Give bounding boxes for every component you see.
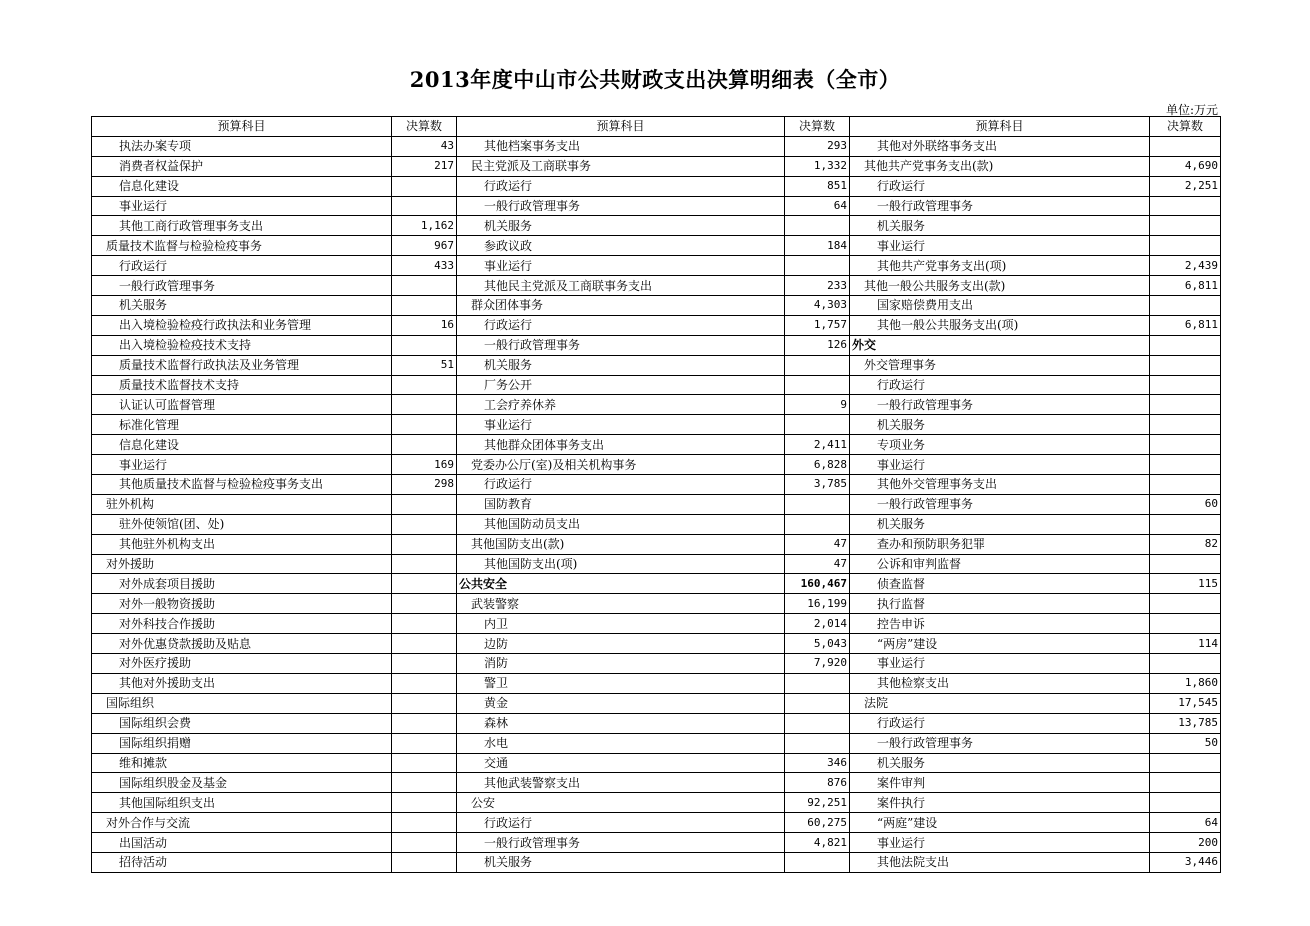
amount-cell: 433	[392, 256, 457, 276]
item-name-cell: 其他共产党事务支出(项)	[850, 256, 1150, 276]
table-row	[92, 455, 1221, 475]
amount-cell: 1,860	[1150, 673, 1221, 693]
amount-cell	[1150, 773, 1221, 793]
item-name-cell: 其他武装警察支出	[457, 773, 785, 793]
item-name-cell: 事业运行	[850, 654, 1150, 674]
budget-table	[91, 116, 1221, 873]
amount-cell	[1150, 136, 1221, 156]
amount-cell	[392, 673, 457, 693]
table-row	[92, 673, 1221, 693]
table-row	[92, 594, 1221, 614]
amount-cell	[392, 654, 457, 674]
table-row	[92, 634, 1221, 654]
item-name-cell: 机关服务	[92, 296, 392, 316]
table-row	[92, 713, 1221, 733]
header-col1-name: 预算科目	[92, 117, 392, 137]
item-name-cell: 其他一般公共服务支出(款)	[850, 276, 1150, 296]
header-col2-amount: 决算数	[785, 117, 850, 137]
amount-cell: 50	[1150, 733, 1221, 753]
amount-cell	[1150, 296, 1221, 316]
table-row	[92, 216, 1221, 236]
amount-cell: 4,303	[785, 296, 850, 316]
amount-cell	[1150, 335, 1221, 355]
amount-cell	[392, 375, 457, 395]
amount-cell: 60,275	[785, 813, 850, 833]
amount-cell: 82	[1150, 534, 1221, 554]
table-row	[92, 852, 1221, 872]
amount-cell	[785, 375, 850, 395]
amount-cell: 233	[785, 276, 850, 296]
amount-cell	[785, 852, 850, 872]
table-row	[92, 773, 1221, 793]
amount-cell: 47	[785, 534, 850, 554]
item-name-cell: 水电	[457, 733, 785, 753]
amount-cell	[785, 713, 850, 733]
item-name-cell: 事业运行	[92, 196, 392, 216]
item-name-cell: 案件审判	[850, 773, 1150, 793]
item-name-cell: 对外一般物资援助	[92, 594, 392, 614]
item-name-cell: 对外成套项目援助	[92, 574, 392, 594]
item-name-cell: 其他检察支出	[850, 673, 1150, 693]
amount-cell: 17,545	[1150, 693, 1221, 713]
amount-cell: 876	[785, 773, 850, 793]
amount-cell	[392, 833, 457, 853]
amount-cell	[392, 773, 457, 793]
item-name-cell: 事业运行	[457, 415, 785, 435]
amount-cell	[392, 534, 457, 554]
header-col2-name: 预算科目	[457, 117, 785, 137]
item-name-cell: 行政运行	[92, 256, 392, 276]
item-name-cell: 标准化管理	[92, 415, 392, 435]
amount-cell	[392, 594, 457, 614]
amount-cell: 851	[785, 176, 850, 196]
item-name-cell: 其他群众团体事务支出	[457, 435, 785, 455]
amount-cell	[392, 435, 457, 455]
item-name-cell: 一般行政管理事务	[850, 196, 1150, 216]
item-name-cell: 内卫	[457, 614, 785, 634]
item-name-cell: 警卫	[457, 673, 785, 693]
amount-cell	[785, 415, 850, 435]
item-name-cell: 执行监督	[850, 594, 1150, 614]
table-row	[92, 435, 1221, 455]
amount-cell	[392, 196, 457, 216]
table-row	[92, 276, 1221, 296]
amount-cell	[392, 733, 457, 753]
amount-cell: 64	[1150, 813, 1221, 833]
item-name-cell: 出国活动	[92, 833, 392, 853]
amount-cell: 60	[1150, 494, 1221, 514]
item-name-cell: 其他共产党事务支出(款)	[850, 156, 1150, 176]
amount-cell: 184	[785, 236, 850, 256]
item-name-cell: 消费者权益保护	[92, 156, 392, 176]
amount-cell	[392, 634, 457, 654]
item-name-cell: 其他档案事务支出	[457, 136, 785, 156]
item-name-cell: 其他国防动员支出	[457, 514, 785, 534]
amount-cell	[1150, 395, 1221, 415]
item-name-cell: 其他民主党派及工商联事务支出	[457, 276, 785, 296]
item-name-cell: 外交管理事务	[850, 355, 1150, 375]
table-header-row	[92, 117, 1221, 137]
item-name-cell: 查办和预防职务犯罪	[850, 534, 1150, 554]
item-name-cell: 其他国防支出(款)	[457, 534, 785, 554]
item-name-cell: 消防	[457, 654, 785, 674]
amount-cell: 200	[1150, 833, 1221, 853]
item-name-cell: 一般行政管理事务	[850, 733, 1150, 753]
item-name-cell: 事业运行	[850, 236, 1150, 256]
item-name-cell: 其他质量技术监督与检验检疫事务支出	[92, 475, 392, 495]
table-row	[92, 315, 1221, 335]
item-name-cell: 行政运行	[457, 315, 785, 335]
amount-cell	[1150, 375, 1221, 395]
amount-cell	[392, 793, 457, 813]
item-name-cell: 一般行政管理事务	[92, 276, 392, 296]
item-name-cell: 侦查监督	[850, 574, 1150, 594]
item-name-cell: 对外合作与交流	[92, 813, 392, 833]
table-row	[92, 415, 1221, 435]
item-name-cell: 招待活动	[92, 852, 392, 872]
amount-cell: 4,690	[1150, 156, 1221, 176]
item-name-cell: 专项业务	[850, 435, 1150, 455]
table-row	[92, 176, 1221, 196]
amount-cell: 5,043	[785, 634, 850, 654]
amount-cell	[392, 514, 457, 534]
header-col1-amount: 决算数	[392, 117, 457, 137]
page-title: 2013年度中山市公共财政支出决算明细表（全市）	[409, 67, 901, 92]
item-name-cell: 行政运行	[850, 176, 1150, 196]
amount-cell: 3,785	[785, 475, 850, 495]
table-row	[92, 494, 1221, 514]
item-name-cell: 国家赔偿费用支出	[850, 296, 1150, 316]
item-name-cell: 质量技术监督行政执法及业务管理	[92, 355, 392, 375]
amount-cell: 126	[785, 335, 850, 355]
item-name-cell: 国际组织会费	[92, 713, 392, 733]
amount-cell: 13,785	[1150, 713, 1221, 733]
item-name-cell: 公安	[457, 793, 785, 813]
item-name-cell: 行政运行	[850, 713, 1150, 733]
amount-cell: 115	[1150, 574, 1221, 594]
amount-cell	[1150, 475, 1221, 495]
item-name-cell: 行政运行	[457, 813, 785, 833]
amount-cell	[392, 713, 457, 733]
item-name-cell: 机关服务	[457, 355, 785, 375]
item-name-cell: 群众团体事务	[457, 296, 785, 316]
amount-cell: 2,251	[1150, 176, 1221, 196]
item-name-cell: 案件执行	[850, 793, 1150, 813]
amount-cell	[1150, 196, 1221, 216]
item-name-cell: 武装警察	[457, 594, 785, 614]
item-name-cell: 外交	[850, 335, 1150, 355]
item-name-cell: 出入境检验检疫行政执法和业务管理	[92, 315, 392, 335]
amount-cell: 1,332	[785, 156, 850, 176]
amount-cell: 6,811	[1150, 276, 1221, 296]
amount-cell: 114	[1150, 634, 1221, 654]
amount-cell: 169	[392, 455, 457, 475]
header-col3-amount: 决算数	[1150, 117, 1221, 137]
item-name-cell: 一般行政管理事务	[457, 335, 785, 355]
amount-cell: 16	[392, 315, 457, 335]
item-name-cell: 行政运行	[457, 475, 785, 495]
item-name-cell: 事业运行	[850, 455, 1150, 475]
amount-cell: 47	[785, 554, 850, 574]
amount-cell	[1150, 654, 1221, 674]
amount-cell: 43	[392, 136, 457, 156]
amount-cell	[1150, 614, 1221, 634]
item-name-cell: 参政议政	[457, 236, 785, 256]
amount-cell	[1150, 236, 1221, 256]
amount-cell	[1150, 216, 1221, 236]
amount-cell	[785, 355, 850, 375]
amount-cell	[785, 693, 850, 713]
item-name-cell: 维和摊款	[92, 753, 392, 773]
item-name-cell: 机关服务	[457, 852, 785, 872]
item-name-cell: “两房”建设	[850, 634, 1150, 654]
table-row	[92, 693, 1221, 713]
amount-cell: 51	[392, 355, 457, 375]
amount-cell	[1150, 514, 1221, 534]
table-row	[92, 296, 1221, 316]
item-name-cell: 对外科技合作援助	[92, 614, 392, 634]
item-name-cell: 法院	[850, 693, 1150, 713]
item-name-cell: 出入境检验检疫技术支持	[92, 335, 392, 355]
amount-cell: 217	[392, 156, 457, 176]
table-row	[92, 514, 1221, 534]
item-name-cell: 其他国际组织支出	[92, 793, 392, 813]
amount-cell	[785, 514, 850, 534]
amount-cell	[392, 395, 457, 415]
item-name-cell: 认证认可监督管理	[92, 395, 392, 415]
item-name-cell: 执法办案专项	[92, 136, 392, 156]
table-row	[92, 236, 1221, 256]
amount-cell: 2,439	[1150, 256, 1221, 276]
amount-cell	[1150, 435, 1221, 455]
item-name-cell: 事业运行	[850, 833, 1150, 853]
table-row	[92, 574, 1221, 594]
item-name-cell: 一般行政管理事务	[457, 196, 785, 216]
item-name-cell: 机关服务	[850, 216, 1150, 236]
item-name-cell: 其他国防支出(项)	[457, 554, 785, 574]
amount-cell: 64	[785, 196, 850, 216]
item-name-cell: 对外医疗援助	[92, 654, 392, 674]
table-row	[92, 614, 1221, 634]
item-name-cell: 驻外使领馆(团、处)	[92, 514, 392, 534]
item-name-cell: 质量技术监督与检验检疫事务	[92, 236, 392, 256]
item-name-cell: 机关服务	[850, 514, 1150, 534]
amount-cell	[1150, 594, 1221, 614]
amount-cell	[785, 256, 850, 276]
amount-cell	[392, 852, 457, 872]
amount-cell: 1,757	[785, 315, 850, 335]
amount-cell	[392, 813, 457, 833]
amount-cell: 6,828	[785, 455, 850, 475]
table-row	[92, 733, 1221, 753]
table-row	[92, 136, 1221, 156]
amount-cell	[1150, 554, 1221, 574]
amount-cell	[1150, 455, 1221, 475]
amount-cell	[1150, 753, 1221, 773]
item-name-cell: 国际组织股金及基金	[92, 773, 392, 793]
table-row	[92, 355, 1221, 375]
item-name-cell: 黄金	[457, 693, 785, 713]
table-row	[92, 554, 1221, 574]
item-name-cell: 其他一般公共服务支出(项)	[850, 315, 1150, 335]
item-name-cell: 其他驻外机构支出	[92, 534, 392, 554]
amount-cell: 2,014	[785, 614, 850, 634]
amount-cell: 7,920	[785, 654, 850, 674]
item-name-cell: 党委办公厅(室)及相关机构事务	[457, 455, 785, 475]
item-name-cell: 其他工商行政管理事务支出	[92, 216, 392, 236]
amount-cell: 6,811	[1150, 315, 1221, 335]
amount-cell: 298	[392, 475, 457, 495]
item-name-cell: 公诉和审判监督	[850, 554, 1150, 574]
item-name-cell: “两庭”建设	[850, 813, 1150, 833]
item-name-cell: 一般行政管理事务	[850, 494, 1150, 514]
item-name-cell: 行政运行	[850, 375, 1150, 395]
item-name-cell: 事业运行	[92, 455, 392, 475]
table-row	[92, 833, 1221, 853]
item-name-cell: 其他外交管理事务支出	[850, 475, 1150, 495]
item-name-cell: 工会疗养休养	[457, 395, 785, 415]
item-name-cell: 机关服务	[457, 216, 785, 236]
amount-cell	[1150, 355, 1221, 375]
amount-cell	[392, 554, 457, 574]
table-row	[92, 534, 1221, 554]
table-body	[92, 136, 1221, 872]
item-name-cell: 机关服务	[850, 415, 1150, 435]
item-name-cell: 民主党派及工商联事务	[457, 156, 785, 176]
table-row	[92, 256, 1221, 276]
item-name-cell: 驻外机构	[92, 494, 392, 514]
amount-cell: 967	[392, 236, 457, 256]
table-row	[92, 375, 1221, 395]
amount-cell: 4,821	[785, 833, 850, 853]
item-name-cell: 公共安全	[457, 574, 785, 594]
amount-cell	[392, 614, 457, 634]
amount-cell	[392, 753, 457, 773]
item-name-cell: 对外优惠贷款援助及贴息	[92, 634, 392, 654]
amount-cell	[392, 176, 457, 196]
amount-cell: 9	[785, 395, 850, 415]
item-name-cell: 信息化建设	[92, 176, 392, 196]
table-row	[92, 196, 1221, 216]
amount-cell: 16,199	[785, 594, 850, 614]
table-row	[92, 156, 1221, 176]
amount-cell	[785, 494, 850, 514]
item-name-cell: 行政运行	[457, 176, 785, 196]
item-name-cell: 其他对外援助支出	[92, 673, 392, 693]
table-row	[92, 395, 1221, 415]
amount-cell	[392, 296, 457, 316]
amount-cell	[392, 415, 457, 435]
item-name-cell: 质量技术监督技术支持	[92, 375, 392, 395]
item-name-cell: 机关服务	[850, 753, 1150, 773]
amount-cell: 92,251	[785, 793, 850, 813]
amount-cell	[785, 673, 850, 693]
item-name-cell: 一般行政管理事务	[457, 833, 785, 853]
amount-cell	[1150, 415, 1221, 435]
table-row	[92, 753, 1221, 773]
item-name-cell: 森林	[457, 713, 785, 733]
amount-cell	[785, 216, 850, 236]
table-row	[92, 813, 1221, 833]
item-name-cell: 其他法院支出	[850, 852, 1150, 872]
item-name-cell: 国际组织捐赠	[92, 733, 392, 753]
item-name-cell: 国防教育	[457, 494, 785, 514]
amount-cell	[392, 693, 457, 713]
amount-cell	[392, 574, 457, 594]
amount-cell: 3,446	[1150, 852, 1221, 872]
amount-cell: 160,467	[785, 574, 850, 594]
amount-cell	[392, 335, 457, 355]
item-name-cell: 对外援助	[92, 554, 392, 574]
table-row	[92, 475, 1221, 495]
amount-cell	[392, 494, 457, 514]
amount-cell: 293	[785, 136, 850, 156]
unit-label: 单位:万元	[1165, 103, 1218, 117]
item-name-cell: 边防	[457, 634, 785, 654]
table-row	[92, 793, 1221, 813]
item-name-cell: 事业运行	[457, 256, 785, 276]
amount-cell	[392, 276, 457, 296]
amount-cell: 2,411	[785, 435, 850, 455]
item-name-cell: 交通	[457, 753, 785, 773]
item-name-cell: 控告申诉	[850, 614, 1150, 634]
header-col3-name: 预算科目	[850, 117, 1150, 137]
amount-cell: 1,162	[392, 216, 457, 236]
table-row	[92, 654, 1221, 674]
amount-cell: 346	[785, 753, 850, 773]
table-row	[92, 335, 1221, 355]
item-name-cell: 国际组织	[92, 693, 392, 713]
item-name-cell: 一般行政管理事务	[850, 395, 1150, 415]
item-name-cell: 其他对外联络事务支出	[850, 136, 1150, 156]
item-name-cell: 厂务公开	[457, 375, 785, 395]
item-name-cell: 信息化建设	[92, 435, 392, 455]
amount-cell	[1150, 793, 1221, 813]
amount-cell	[785, 733, 850, 753]
